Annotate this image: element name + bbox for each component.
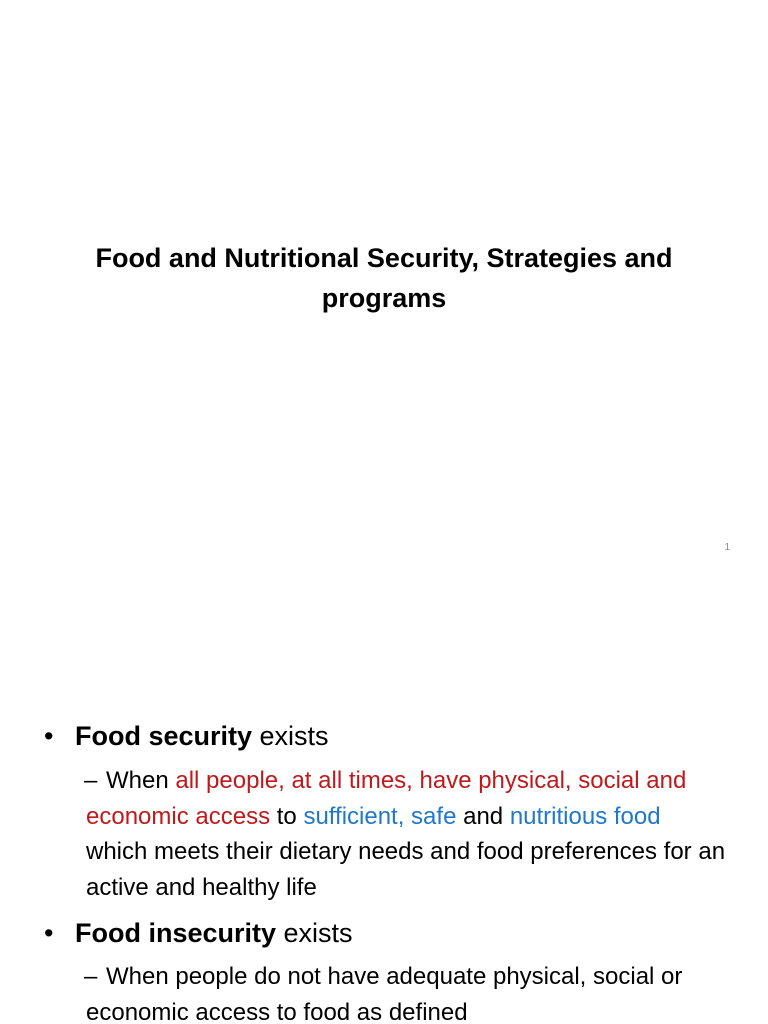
sub-bullet-food-insecurity-definition (86, 959, 726, 1024)
definition-highlight-blue: sufficient, safe (303, 802, 457, 830)
sub-bullet-food-security-definition (86, 763, 726, 905)
slide-title: Food and Nutritional Security, Strategies and programs (95, 243, 673, 313)
definition-text: to (270, 802, 304, 830)
term-suffix: exists (252, 721, 329, 751)
sub-bullet-marker: – (84, 767, 98, 794)
definition-text: When people do not have adequate physical, social or economic access to food as defined (86, 963, 683, 1024)
bullet-food-security (44, 718, 329, 754)
sub-bullet-marker: – (84, 963, 98, 990)
term-suffix: exists (276, 918, 353, 948)
definition-highlight-blue: nutritious food (509, 802, 661, 830)
definition-text: and (456, 802, 510, 830)
definition-highlight-red: all people, at all times, have physical, social and economic access (86, 767, 687, 830)
bullet-marker: • (44, 721, 54, 751)
term-food-insecurity: Food insecurity (75, 918, 277, 948)
definition-text: which meets their dietary needs and food preferences for an active and healthy life (86, 838, 726, 901)
content-slide (0, 700, 768, 1024)
slide-number: 1 (724, 542, 730, 553)
bullet-food-insecurity (44, 915, 353, 951)
term-food-security: Food security (75, 721, 253, 751)
bullet-marker: • (44, 918, 54, 948)
definition-text: When (106, 767, 176, 794)
